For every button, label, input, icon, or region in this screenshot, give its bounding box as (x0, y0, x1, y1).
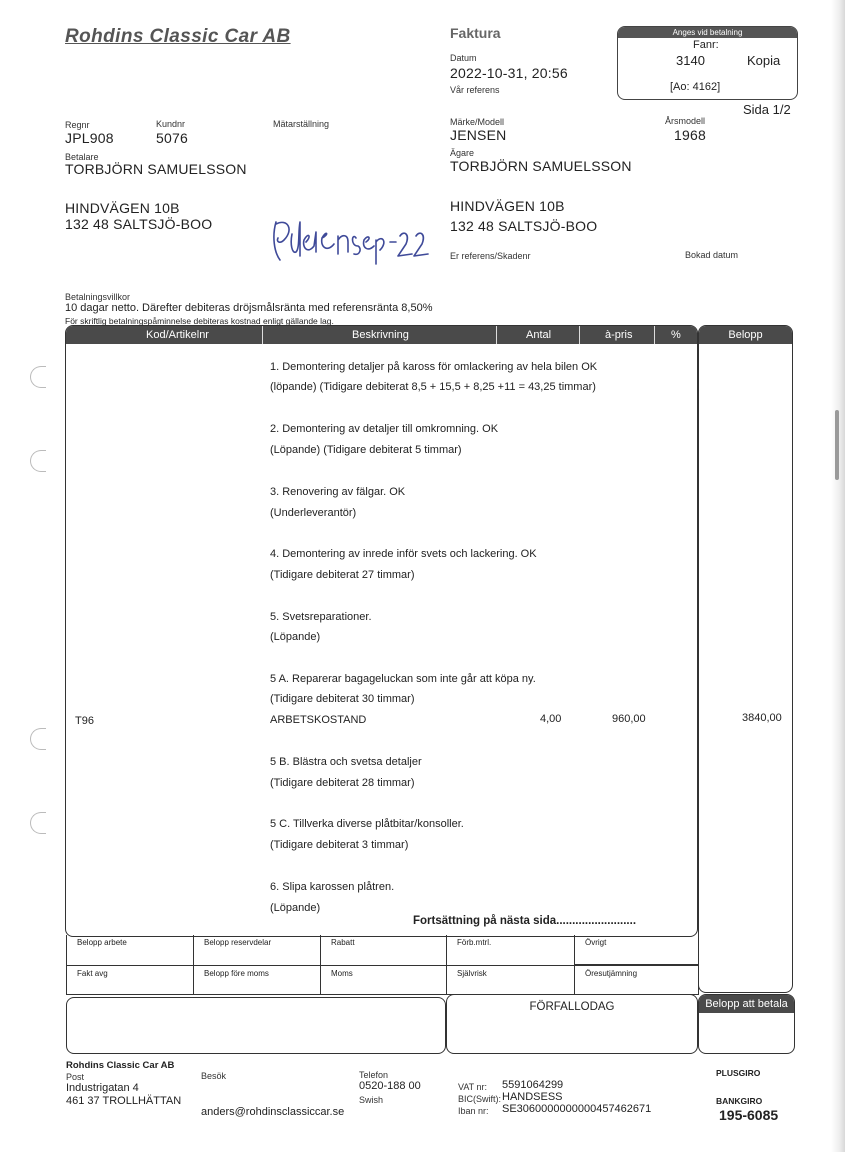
footer-bic: HANDSESS (502, 1091, 563, 1103)
marke-value: JENSEN (450, 127, 507, 143)
summary-forb-mtrl: Förb.mtrl. (447, 935, 575, 965)
var-referens-label: Vår referens (450, 85, 500, 95)
item-apris: 960,00 (612, 713, 646, 725)
datum-label: Datum (450, 53, 477, 63)
line-item-text: (Underleverantör) (270, 507, 357, 519)
page-number: Sida 1/2 (743, 102, 791, 117)
line-item-text: 5 A. Reparerar bagageluckan som inte går att köpa ny. (270, 673, 536, 685)
forfallodag-box (446, 994, 698, 1054)
footer-city: 461 37 TROLLHÄTTAN (66, 1095, 182, 1107)
footer-swish-label: Swish (359, 1095, 384, 1105)
header-antal: Antal (526, 329, 552, 341)
footer-street: Industrigatan 4 (66, 1082, 139, 1094)
header-beskrivning: Beskrivning (352, 329, 409, 341)
handwritten-signature (268, 212, 438, 268)
punch-hole (30, 450, 46, 472)
line-item-text: 5. Svetsreparationer. (270, 611, 372, 623)
regnr-value: JPL908 (65, 130, 114, 146)
payment-reference-box (617, 26, 798, 100)
line-item-text: 2. Demontering av detaljer till omkromning. OK (270, 423, 499, 435)
footer-plusgiro-label: PLUSGIRO (716, 1068, 761, 1078)
kundnr-label: Kundnr (156, 119, 186, 129)
footer-post-label: Post (66, 1072, 85, 1082)
line-item-text: 1. Demontering detaljer på kaross för omlackering av hela bilen OK (270, 361, 598, 373)
item-kod: T96 (75, 715, 94, 727)
agare-name: TORBJÖRN SAMUELSSON (450, 158, 632, 174)
kundnr-value: 5076 (156, 130, 188, 146)
betalare-name: TORBJÖRN SAMUELSSON (65, 161, 247, 177)
summary-moms: Moms (321, 966, 447, 994)
invoice-title: Faktura (450, 25, 501, 41)
page-edge (831, 0, 845, 1152)
agare-street: HINDVÄGEN 10B (450, 198, 565, 214)
line-item-text: 4. Demontering av inrede inför svets och lackering. OK (270, 548, 537, 560)
line-item-text: (Löpande) (270, 902, 321, 914)
summary-belopp-reservdelar: Belopp reservdelar (194, 935, 321, 965)
line-item-text: (Löpande) (270, 631, 321, 643)
regnr-label: Regnr (65, 120, 90, 130)
footer-company: Rohdins Classic Car AB (66, 1060, 175, 1071)
footer-telefon: 0520-188 00 (359, 1080, 421, 1092)
betalare-street: HINDVÄGEN 10B (65, 200, 180, 216)
belopp-column (698, 325, 793, 993)
footer-vat-label: VAT nr: (458, 1082, 488, 1092)
item-description: ARBETSKOSTAND (270, 714, 367, 726)
item-belopp: 3840,00 (742, 712, 782, 724)
header-belopp: Belopp (699, 326, 792, 344)
line-item-text: (löpande) (Tidigare debiterat 8,5 + 15,5 + 8,25 +11 = 43,25 timmar) (270, 381, 596, 393)
belopp-att-betala-label: Belopp att betala (699, 995, 794, 1013)
terms-line-1: 10 dagar netto. Därefter debiteras dröjsmålsränta med referensränta 8,50% (65, 302, 433, 314)
betalare-label: Betalare (65, 152, 99, 162)
betalare-city: 132 48 SALTSJÖ-BOO (65, 216, 213, 232)
summary-row-2 (66, 965, 699, 995)
punch-hole (30, 812, 46, 834)
forfallodag-label: FÖRFALLODAG (529, 1001, 615, 1013)
summary-belopp-fore-moms: Belopp före moms (194, 966, 321, 994)
ao-number: [Ao: 4162] (670, 81, 721, 93)
belopp-att-betala-box (698, 994, 795, 1054)
line-item-text: 3. Renovering av fälgar. OK (270, 486, 406, 498)
table-header (66, 326, 697, 344)
line-item-text: (Tidigare debiterat 30 timmar) (270, 693, 415, 705)
summary-oresutjamning: Öresutjämning (585, 969, 638, 978)
arsmodell-value: 1968 (674, 127, 706, 143)
summary-sjalvrisk: Självrisk (447, 966, 575, 994)
footer-email[interactable]: anders@rohdinsclassiccar.se (201, 1106, 345, 1118)
summary-fakt-avg: Fakt avg (67, 966, 194, 994)
line-item-text: 5 C. Tillverka diverse plåtbitar/konsoller. (270, 818, 464, 830)
agare-label: Ägare (450, 148, 475, 158)
summary-rabatt: Rabatt (321, 935, 447, 965)
footer-iban: SE3060000000000457462671 (502, 1103, 652, 1115)
footer-iban-label: Iban nr: (458, 1106, 489, 1116)
fanr-label: Fanr: (693, 39, 719, 51)
footer-vat: 5591064299 (502, 1079, 564, 1091)
datum-value: 2022-10-31, 20:56 (450, 65, 568, 81)
marke-label: Märke/Modell (450, 117, 505, 127)
header-apris: à-pris (605, 329, 633, 341)
line-item-text: (Löpande) (Tidigare debiterat 5 timmar) (270, 444, 462, 456)
er-referens-label: Er referens/Skadenr (450, 251, 531, 261)
bokad-datum-label: Bokad datum (685, 250, 739, 260)
paybox-heading: Anges vid betalning (618, 27, 797, 38)
line-item-text: (Tidigare debiterat 28 timmar) (270, 777, 415, 789)
footer-bankgiro-label: BANKGIRO (716, 1096, 763, 1106)
footer-besok-label: Besök (201, 1071, 227, 1081)
summary-belopp-arbete: Belopp arbete (67, 935, 194, 965)
continuation-note: Fortsättning på nästa sida......................... (413, 915, 637, 927)
scrollbar-thumb[interactable] (835, 410, 839, 480)
company-logo: Rohdins Classic Car AB (65, 26, 291, 47)
agare-city: 132 48 SALTSJÖ-BOO (450, 218, 598, 234)
footer-telefon-label: Telefon (359, 1070, 389, 1080)
betalningsvillkor-label: Betalningsvillkor (65, 292, 131, 302)
line-item-text: 5 B. Blästra och svetsa detaljer (270, 756, 422, 768)
fanr-value: 3140 (676, 53, 705, 68)
matarstallning-label: Mätarställning (273, 119, 330, 129)
footer-bankgiro: 195-6085 (719, 1107, 779, 1123)
notes-box (66, 997, 446, 1054)
line-item-text: 6. Slipa karossen plåtren. (270, 881, 395, 893)
header-kod: Kod/Artikelnr (146, 329, 209, 341)
summary-row-1 (66, 935, 699, 965)
item-antal: 4,00 (540, 713, 562, 725)
punch-hole (30, 366, 46, 388)
kopia-label: Kopia (747, 53, 781, 68)
line-item-text: (Tidigare debiterat 3 timmar) (270, 839, 409, 851)
arsmodell-label: Årsmodell (665, 116, 706, 126)
terms-line-2: För skriftlig betalningspåminnelse debiteras kostnad enligt gällande lag. (65, 316, 334, 326)
footer-bic-label: BIC(Swift): (458, 1094, 502, 1104)
summary-ovrigt: Övrigt (575, 935, 699, 965)
punch-hole (30, 728, 46, 750)
header-percent: % (671, 329, 681, 341)
line-item-text: (Tidigare debiterat 27 timmar) (270, 569, 415, 581)
